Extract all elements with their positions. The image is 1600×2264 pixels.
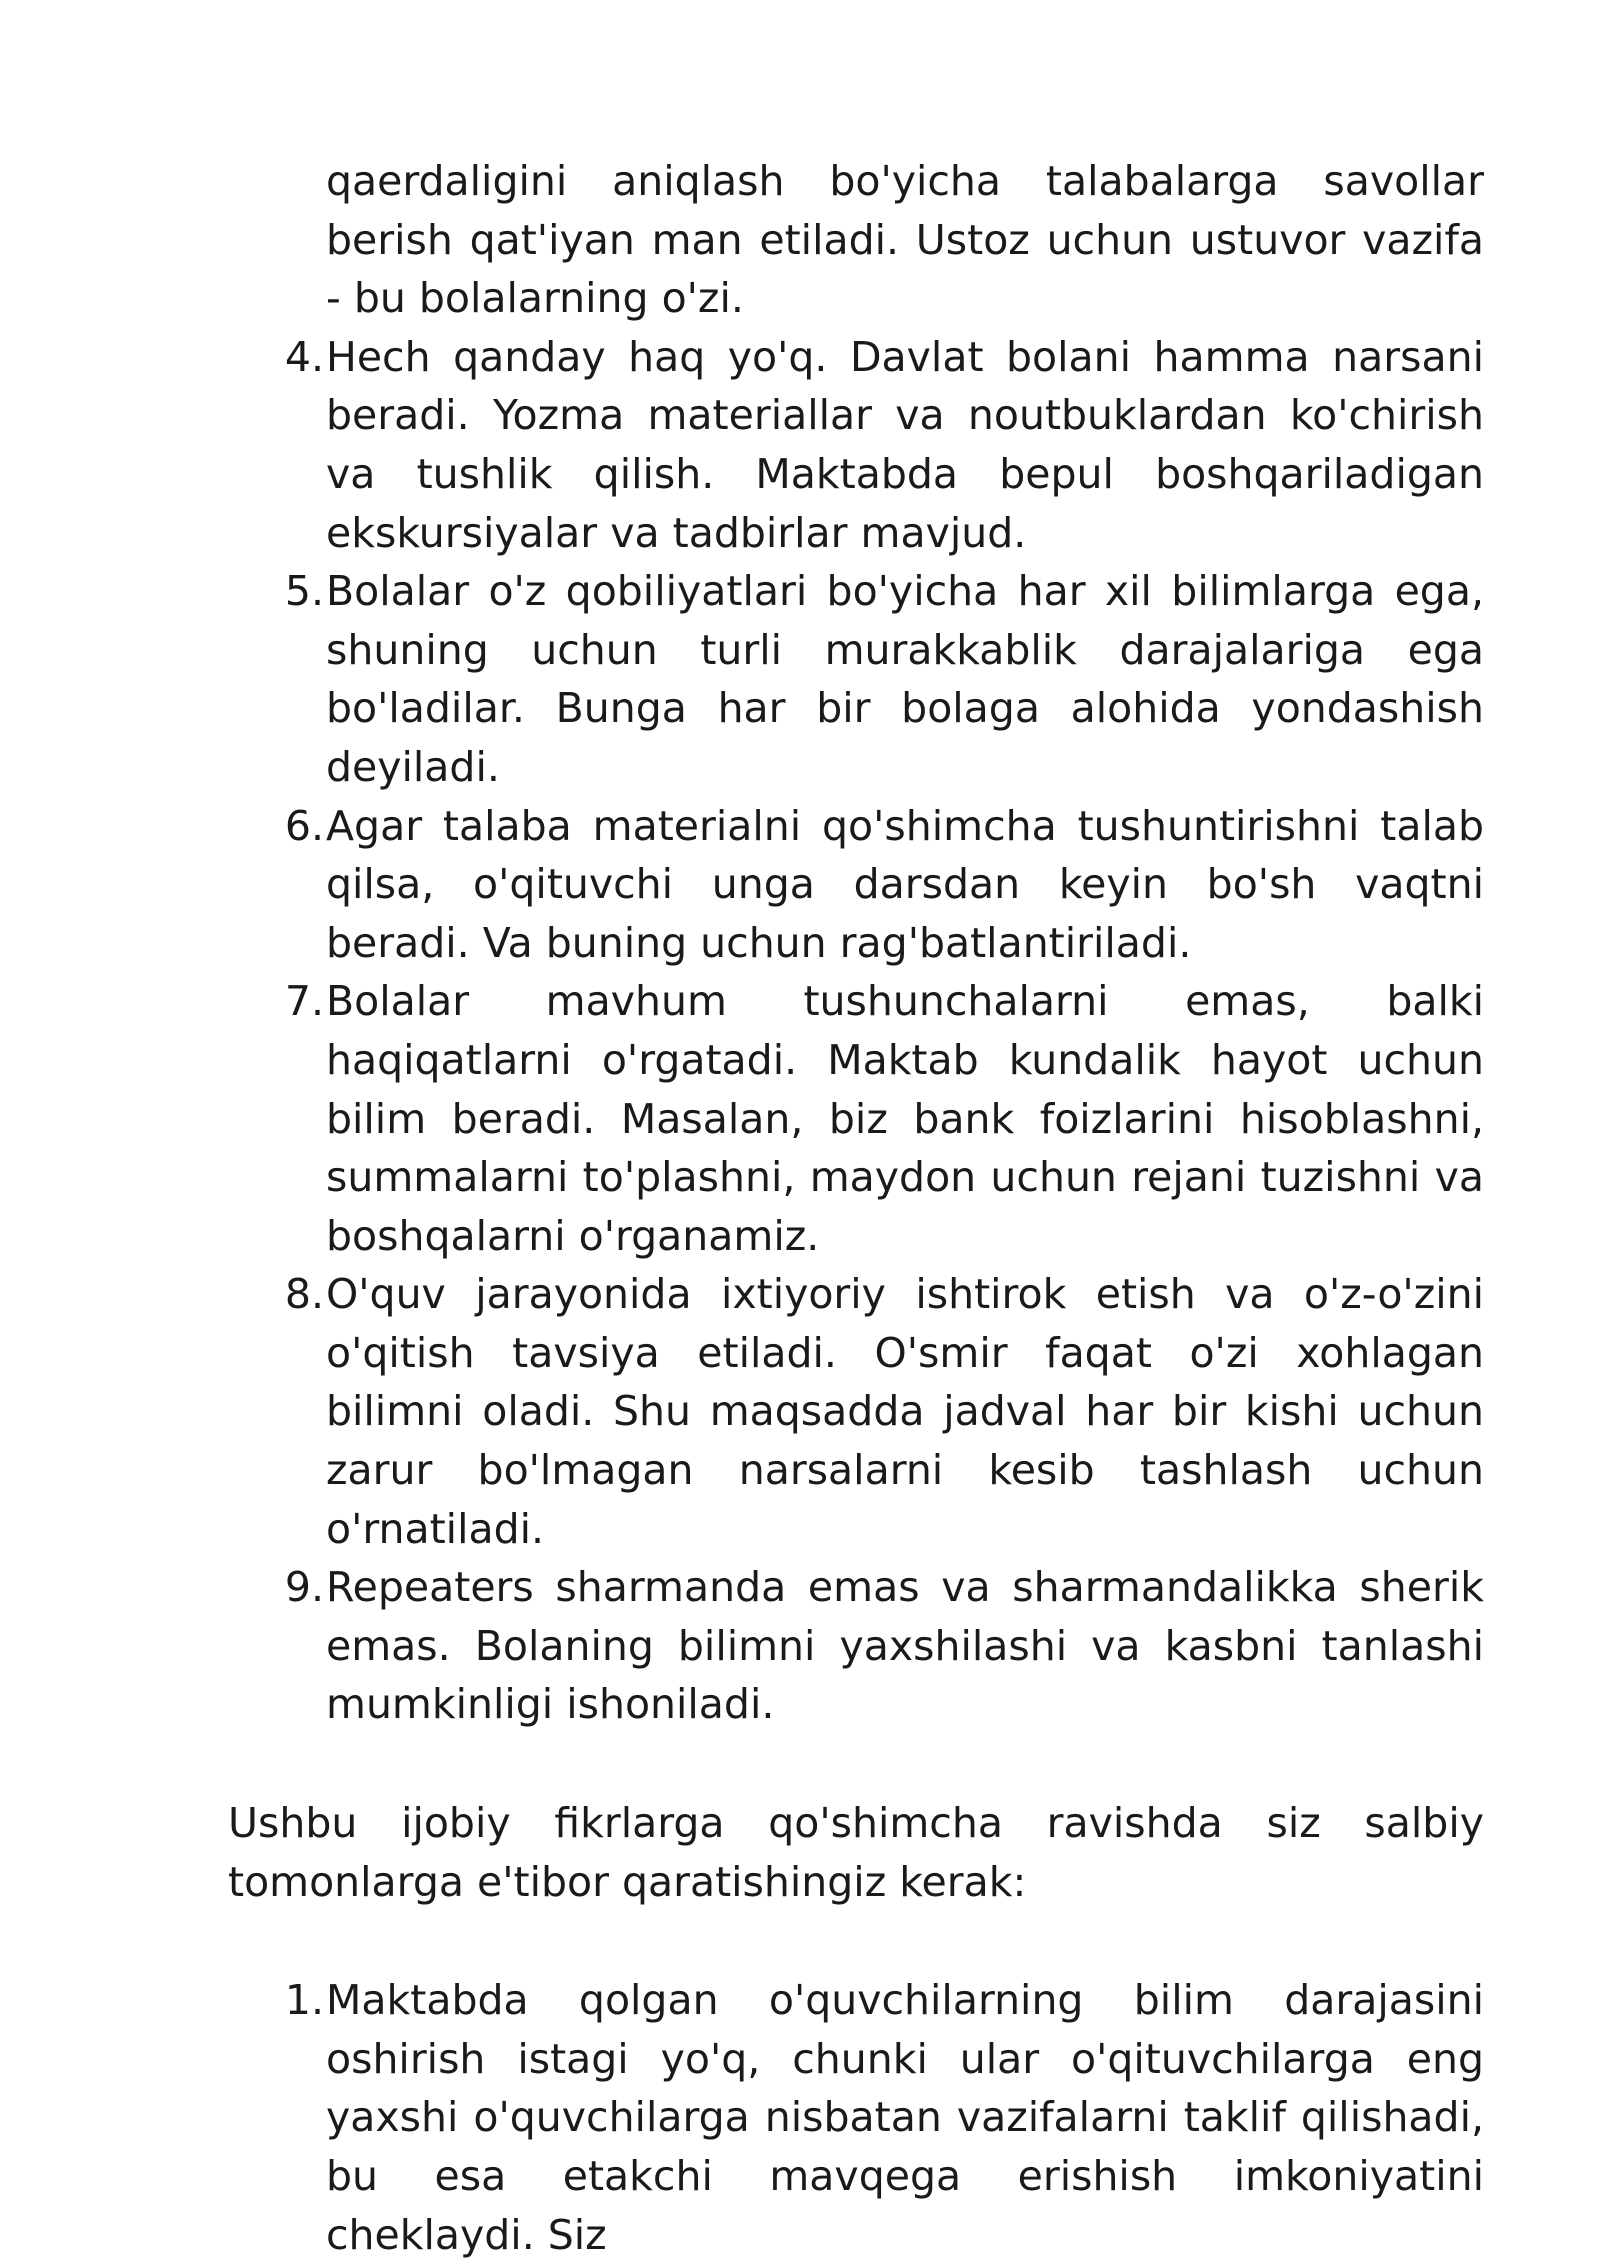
list-item xyxy=(228,1971,1484,2264)
body-paragraph: Ushbu ijobiy fikrlarga qo'shimcha ravishda siz salbiy tomonlarga e'tibor qaratishingiz kerak: xyxy=(228,1799,1484,1906)
list-number: 9. xyxy=(284,1563,324,1612)
list-item xyxy=(228,797,1484,973)
list-item xyxy=(228,1265,1484,1558)
document-body xyxy=(228,152,1484,2264)
list-number: 4. xyxy=(284,332,324,381)
list-number: 6. xyxy=(284,801,324,850)
list-number: 5. xyxy=(284,567,324,616)
list-item-text: Bolalar o'z qobiliyatlari bo'yicha har xil bilimlarga ega, shuning uchun turli murakkablik darajalariga ega bo'ladilar. Bunga har bir bolaga alohida yondashish deyiladi. xyxy=(326,567,1484,791)
list-item-continuation: qaerdaligini aniqlash bo'yicha talabalarga savollar berish qat'iyan man etiladi. Ustoz uchun ustuvor vazifa - bu bolalarning o'zi. xyxy=(326,157,1484,323)
list-item-text: Hech qanday haq yo'q. Davlat bolani hamma narsani beradi. Yozma materiallar va noutbuklardan ko'chirish va tushlik qilish. Maktabda bepul boshqariladigan ekskursiyalar va tadbirlar mavjud. xyxy=(326,332,1484,557)
list-item xyxy=(228,972,1484,1265)
list-number: 1. xyxy=(284,1976,324,2025)
list-item-text: Maktabda qolgan o'quvchilarning bilim darajasini oshirish istagi yo'q, chunki ular o'qituvchilarga eng yaxshi o'quvchilarga nisbatan vazifalarni taklif qilishadi, bu esa etakchi mavqega erishish imkoniyatini cheklaydi. Siz xyxy=(326,1976,1484,2259)
list-item-text: Agar talaba materialni qo'shimcha tushuntirishni talab qilsa, o'qituvchi unga darsdan keyin bo'sh vaqtni beradi. Va buning uchun rag'batlantiriladi. xyxy=(326,801,1484,967)
list-item-text: Bolalar mavhum tushunchalarni emas, balki haqiqatlarni o'rgatadi. Maktab kundalik hayot uchun bilim beradi. Masalan, biz bank foizlarini hisoblashni, summalarni to'plashni, maydon uchun rejani tuzishni va boshqalarni o'rganamiz. xyxy=(326,977,1484,1260)
list-item xyxy=(228,328,1484,562)
positive-points-list xyxy=(228,328,1484,1734)
list-number: 8. xyxy=(284,1270,324,1319)
list-item xyxy=(228,562,1484,796)
negative-points-list xyxy=(228,1971,1484,2264)
list-item-text: Repeaters sharmanda emas va sharmandalikka sherik emas. Bolaning bilimni yaxshilashi va kasbni tanlashi mumkinligi ishoniladi. xyxy=(326,1563,1484,1729)
list-number: 7. xyxy=(284,977,324,1026)
list-item xyxy=(228,1558,1484,1734)
list-item-text: O'quv jarayonida ixtiyoriy ishtirok etish va o'z-o'zini o'qitish tavsiya etiladi. O'smir faqat o'zi xohlagan bilimni oladi. Shu maqsadda jadval har bir kishi uchun zarur bo'lmagan narsalarni kesib tashlash uchun o'rnatiladi. xyxy=(326,1270,1484,1553)
